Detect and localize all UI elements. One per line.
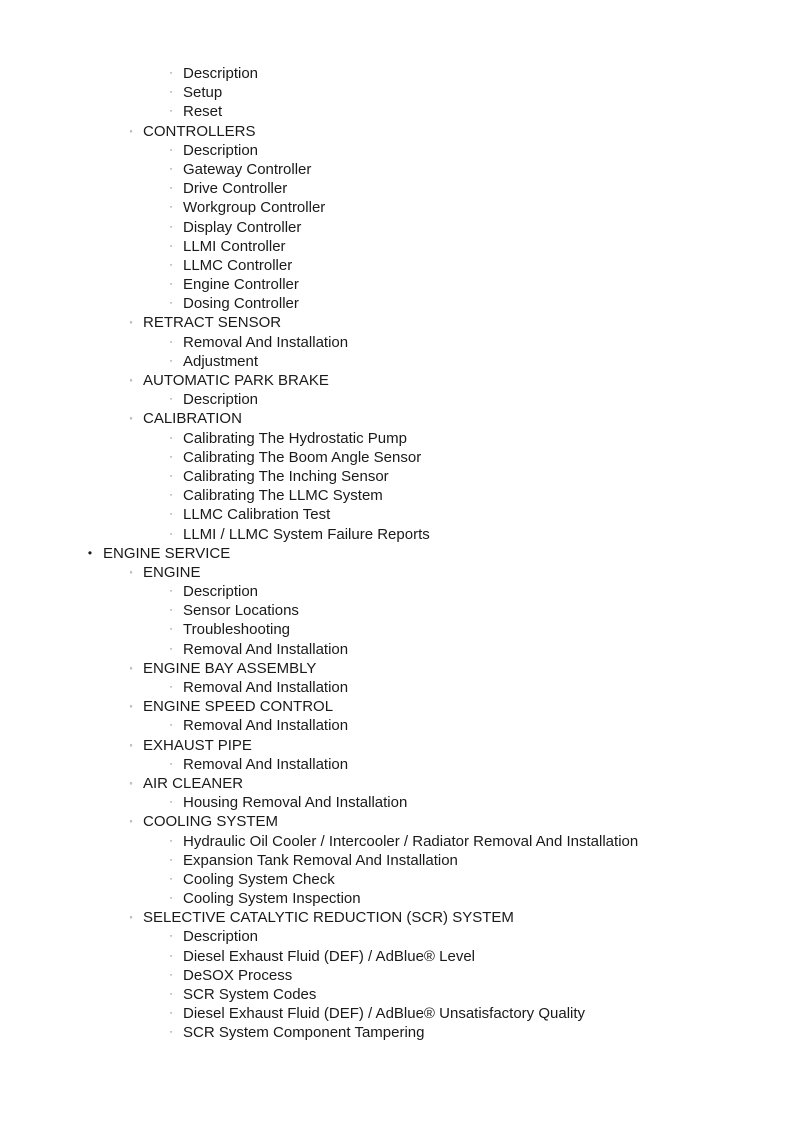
toc-item-label: Housing Removal And Installation [183, 794, 408, 812]
bullet-icon: ◦ [169, 511, 173, 519]
bullet-icon: ◦ [169, 684, 173, 691]
toc-item-label: LLMI Controller [183, 237, 286, 255]
toc-chapter [0, 563, 794, 582]
toc-topic [0, 851, 794, 870]
bullet-icon: ◦ [169, 971, 173, 979]
toc-item-label: LLMC Controller [183, 256, 293, 274]
toc-chapter [0, 371, 794, 390]
toc-chapter [0, 659, 794, 678]
bullet-icon: ◦ [169, 338, 173, 346]
toc-topic [0, 141, 794, 160]
bullet-icon: ◦ [169, 396, 173, 404]
bullet-icon: ◦ [169, 453, 173, 461]
toc-item-label: COOLING SYSTEM [143, 813, 279, 831]
toc-chapter [0, 697, 794, 716]
toc-topic [0, 640, 794, 659]
toc-topic [0, 832, 794, 851]
toc-item-label: Removal And Installation [183, 640, 349, 658]
toc-topic [0, 390, 794, 409]
toc-item-label: Expansion Tank Removal And Installation [183, 851, 458, 869]
toc-item-label: Workgroup Controller [183, 199, 326, 217]
bullet-icon: ◦ [129, 317, 133, 328]
bullet-icon: ◦ [169, 607, 173, 615]
toc-item-label: Description [183, 65, 259, 82]
toc-item-label: CALIBRATION [143, 410, 242, 428]
bullet-icon: ◦ [129, 701, 133, 712]
toc-topic [0, 218, 794, 237]
bullet-icon: ◦ [129, 777, 133, 788]
bullet-icon: ◦ [169, 530, 173, 538]
toc-topic [0, 333, 794, 352]
toc-chapter [0, 908, 794, 927]
toc-topic [0, 985, 794, 1004]
toc-item-label: Cooling System Check [183, 870, 335, 888]
bullet-icon: ◦ [169, 242, 173, 250]
toc-item-label: AIR CLEANER [143, 774, 244, 792]
toc-topic [0, 429, 794, 448]
toc-item-label: Removal And Installation [183, 755, 349, 773]
bullet-icon: ◦ [169, 108, 173, 116]
toc-item-label: CONTROLLERS [143, 122, 256, 140]
bullet-icon: ◦ [169, 185, 173, 193]
toc-item-label: Removal And Installation [183, 333, 349, 351]
bullet-icon: ◦ [169, 895, 173, 903]
bullet-icon: ◦ [169, 70, 173, 77]
toc-topic [0, 179, 794, 198]
toc-topic [0, 448, 794, 467]
toc-topic [0, 947, 794, 966]
bullet-icon: ◦ [169, 492, 173, 500]
toc-item-label: Gateway Controller [183, 160, 312, 178]
bullet-icon: ◦ [129, 125, 133, 136]
toc-topic [0, 601, 794, 620]
toc-topic [0, 1004, 794, 1023]
toc-topic [0, 198, 794, 217]
toc-item-label: LLMC Calibration Test [183, 506, 331, 524]
table-of-contents [0, 64, 794, 1043]
bullet-icon: ◦ [169, 933, 173, 941]
toc-item-label: Diesel Exhaust Fluid (DEF) / AdBlue® Level [183, 947, 476, 965]
toc-topic [0, 256, 794, 275]
toc-chapter [0, 774, 794, 793]
toc-topic [0, 620, 794, 639]
bullet-icon: ◦ [169, 146, 173, 154]
toc-item-label: Sensor Locations [183, 602, 299, 620]
toc-topic [0, 102, 794, 121]
bullet-icon: ◦ [169, 626, 173, 634]
toc-item-label: Drive Controller [183, 180, 288, 198]
toc-item-label: Reset [183, 103, 223, 121]
bullet-icon: ◦ [169, 261, 173, 269]
toc-item-label: Calibrating The Boom Angle Sensor [183, 448, 422, 466]
toc-topic [0, 870, 794, 889]
bullet-icon: ◦ [169, 1029, 173, 1037]
toc-chapter [0, 409, 794, 428]
toc-topic [0, 525, 794, 544]
toc-item-label: Diesel Exhaust Fluid (DEF) / AdBlue® Unsatisfactory Quality [183, 1005, 586, 1023]
bullet-icon: ◦ [129, 912, 133, 923]
toc-item-label: LLMI / LLMC System Failure Reports [183, 525, 430, 543]
toc-section [0, 544, 794, 563]
toc-topic [0, 352, 794, 371]
bullet-icon: ◦ [169, 357, 173, 365]
bullet-icon: ◦ [129, 566, 133, 577]
toc-item-label: Description [183, 391, 259, 409]
bullet-icon: ◦ [169, 991, 173, 998]
toc-item-label: Troubleshooting [183, 621, 291, 639]
bullet-icon: ◦ [169, 165, 173, 173]
toc-item-label: DeSOX Process [183, 966, 293, 984]
toc-item-label: SCR System Codes [183, 986, 317, 1003]
toc-item-label: RETRACT SENSOR [143, 314, 282, 332]
toc-item-label: Description [183, 583, 259, 601]
toc-item-label: ENGINE BAY ASSEMBLY [143, 659, 317, 677]
toc-topic [0, 64, 794, 83]
toc-topic [0, 678, 794, 697]
bullet-icon: ◦ [129, 739, 133, 750]
toc-topic [0, 486, 794, 505]
toc-topic [0, 716, 794, 735]
bullet-icon: ◦ [169, 223, 173, 231]
toc-chapter [0, 122, 794, 141]
bullet-icon: ◦ [169, 760, 173, 768]
toc-item-label: Calibrating The LLMC System [183, 487, 383, 505]
toc-topic [0, 927, 794, 946]
toc-item-label: Cooling System Inspection [183, 890, 361, 908]
toc-item-label: Description [183, 141, 259, 159]
toc-topic [0, 505, 794, 524]
bullet-icon: ◦ [169, 837, 173, 845]
toc-chapter [0, 736, 794, 755]
bullet-icon: • [87, 545, 93, 560]
toc-topic [0, 160, 794, 179]
bullet-icon: ◦ [169, 588, 173, 596]
bullet-icon: ◦ [169, 89, 173, 97]
toc-item-label: SCR System Component Tampering [183, 1024, 425, 1042]
bullet-icon: ◦ [169, 281, 173, 289]
bullet-icon: ◦ [129, 375, 133, 385]
bullet-icon: ◦ [129, 413, 133, 424]
toc-item-label: Description [183, 928, 259, 946]
bullet-icon: ◦ [169, 472, 173, 480]
bullet-icon: ◦ [169, 952, 173, 960]
toc-topic [0, 294, 794, 313]
bullet-icon: ◦ [129, 662, 133, 673]
toc-topic [0, 582, 794, 601]
toc-item-label: Setup [183, 84, 223, 102]
bullet-icon: ◦ [169, 1010, 173, 1018]
toc-item-label: ENGINE SPEED CONTROL [143, 698, 334, 716]
toc-topic [0, 966, 794, 985]
toc-topic [0, 889, 794, 908]
toc-topic [0, 237, 794, 256]
bullet-icon: ◦ [169, 645, 173, 653]
bullet-icon: ◦ [169, 204, 173, 212]
toc-chapter [0, 313, 794, 332]
bullet-icon: ◦ [169, 300, 173, 308]
bullet-icon: ◦ [129, 816, 133, 827]
bullet-icon: ◦ [169, 856, 173, 864]
toc-topic [0, 275, 794, 294]
toc-item-label: Removal And Installation [183, 717, 349, 735]
toc-item-label: Removal And Installation [183, 679, 349, 696]
toc-topic [0, 1023, 794, 1042]
toc-item-label: Calibrating The Inching Sensor [183, 467, 389, 485]
toc-item-label: Display Controller [183, 218, 302, 236]
bullet-icon: ◦ [169, 434, 173, 442]
bullet-icon: ◦ [169, 722, 173, 730]
toc-item-label: SELECTIVE CATALYTIC REDUCTION (SCR) SYSTEM [143, 909, 514, 927]
toc-item-label: Calibrating The Hydrostatic Pump [183, 429, 407, 447]
toc-item-label: Hydraulic Oil Cooler / Intercooler / Radiator Removal And Installation [183, 832, 639, 850]
toc-item-label: AUTOMATIC PARK BRAKE [143, 372, 329, 389]
toc-item-label: ENGINE SERVICE [103, 544, 231, 562]
toc-item-label: EXHAUST PIPE [143, 736, 252, 754]
toc-item-label: Dosing Controller [183, 295, 299, 313]
toc-topic [0, 83, 794, 102]
toc-topic [0, 467, 794, 486]
toc-chapter [0, 812, 794, 831]
toc-topic [0, 793, 794, 812]
bullet-icon: ◦ [169, 799, 173, 807]
toc-item-label: ENGINE [143, 563, 201, 581]
toc-item-label: Engine Controller [183, 276, 299, 294]
toc-item-label: Adjustment [183, 352, 259, 370]
bullet-icon: ◦ [169, 875, 173, 883]
toc-topic [0, 755, 794, 774]
